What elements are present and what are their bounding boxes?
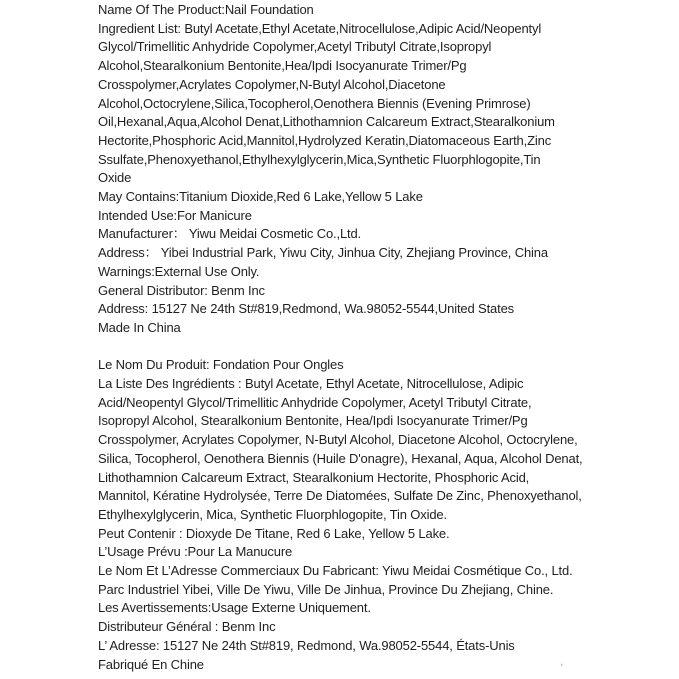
text-line: Oxide	[98, 170, 132, 186]
text-line: Name Of The Product:Nail Foundation	[98, 2, 314, 17]
text-line: Crosspolymer,Acrylates Copolymer,N-Butyl Alcohol,Diacetone	[98, 76, 446, 92]
label-section-french	[98, 356, 675, 674]
text-line: Isopropyl Alcohol, Stearalkonium Bentonite, Hea/Ipdi Isocyanurate Trimer/Pg	[98, 413, 528, 429]
text-line: Address: 15127 Ne 24th St#819,Redmond, Wa.98052-5544,United States	[98, 301, 515, 317]
text-line: Acid/Neopentyl Glycol/Trimellitic Anhydride Copolymer, Acetyl Tributyl Citrate,	[98, 394, 532, 410]
text-line: General Distributor: Benm Inc	[98, 282, 265, 298]
text-line: Address： Yibei Industrial Park, Yiwu City, Jinhua City, Zhejiang Province, China	[98, 245, 548, 261]
text-line: Parc Industriel Yibei, Ville De Yiwu, Ville De Jinhua, Province Du Zhejiang, Chine.	[98, 581, 554, 597]
text-line: Crosspolymer, Acrylates Copolymer, N-Butyl Alcohol, Diacetone Alcohol, Octocrylene,	[98, 432, 578, 448]
text-line: Le Nom Du Produit: Fondation Pour Ongles	[98, 357, 344, 373]
text-line: Alcohol,Stearalkonium Bentonite,Hea/Ipdi Isocyanurate Trimer/Pg	[98, 58, 467, 74]
text-line: Le Nom Et L’Adresse Commerciaux Du Fabricant: Yiwu Meidai Cosmétique Co., Ltd.	[98, 563, 573, 579]
text-line: Made In China	[98, 319, 181, 335]
text-line: Les Avertissements:Usage Externe Uniquement.	[98, 600, 371, 616]
text-line: Intended Use:For Manicure	[98, 207, 252, 223]
text-line: Manufacturer： Yiwu Meidai Cosmetic Co.,Ltd.	[98, 226, 362, 242]
text-line: Fabriqué En Chine	[98, 656, 204, 672]
text-line: Glycol/Trimellitic Anhydride Copolymer,Acetyl Tributyl Citrate,Isopropyl	[98, 39, 492, 55]
text-line: Silica, Tocopherol, Oenothera Biennis (Huile D'onagre), Hexanal, Aqua, Alcohol Denat,	[98, 450, 583, 466]
label-text-block	[98, 1, 675, 674]
text-line: Ssulfate,Phenoxyethanol,Ethylhexylglycerin,Mica,Synthetic Fluorphlogopite,Tin	[98, 151, 541, 167]
text-line: Peut Contenir : Dioxyde De Titane, Red 6 Lake, Yellow 5 Lake.	[98, 525, 450, 541]
text-line: L’Usage Prévu :Pour La Manucure	[98, 544, 293, 560]
text-line: Mannitol, Kératine Hydrolysée, Terre De Diatomées, Sulfate De Zinc, Phenoxyethanol,	[98, 488, 582, 504]
text-line: Warnings:External Use Only.	[98, 263, 260, 279]
text-line: Lithothamnion Calcareum Extract, Stearalkonium Hectorite, Phosphoric Acid,	[98, 469, 530, 485]
text-line: Hectorite,Phosphoric Acid,Mannitol,Hydrolyzed Keratin,Diatomaceous Earth,Zinc	[98, 132, 552, 148]
text-line: L’ Adresse: 15127 Ne 24th St#819, Redmond, Wa.98052-5544, États-Unis	[98, 637, 515, 653]
text-line: Distributeur Général : Benm Inc	[98, 619, 276, 635]
text-line: Ingredient List: Butyl Acetate,Ethyl Acetate,Nitrocellulose,Adipic Acid/Neopentyl	[98, 20, 542, 36]
text-line: La Liste Des Ingrédients : Butyl Acetate, Ethyl Acetate, Nitrocellulose, Adipic	[98, 376, 524, 392]
text-line: Ethylhexylglycerin, Mica, Synthetic Fluorphlogopite, Tin Oxide.	[98, 506, 447, 522]
text-line: May Contains:Titanium Dioxide,Red 6 Lake,Yellow 5 Lake	[98, 189, 423, 205]
text-line: Alcohol,Octocrylene,Silica,Tocopherol,Oenothera Biennis (Evening Primrose)	[98, 95, 531, 111]
text-line: Oil,Hexanal,Aqua,Alcohol Denat,Lithothamnion Calcareum Extract,Stearalkonium	[98, 114, 555, 130]
stray-mark: ,	[560, 654, 564, 668]
label-section-english	[98, 1, 675, 338]
